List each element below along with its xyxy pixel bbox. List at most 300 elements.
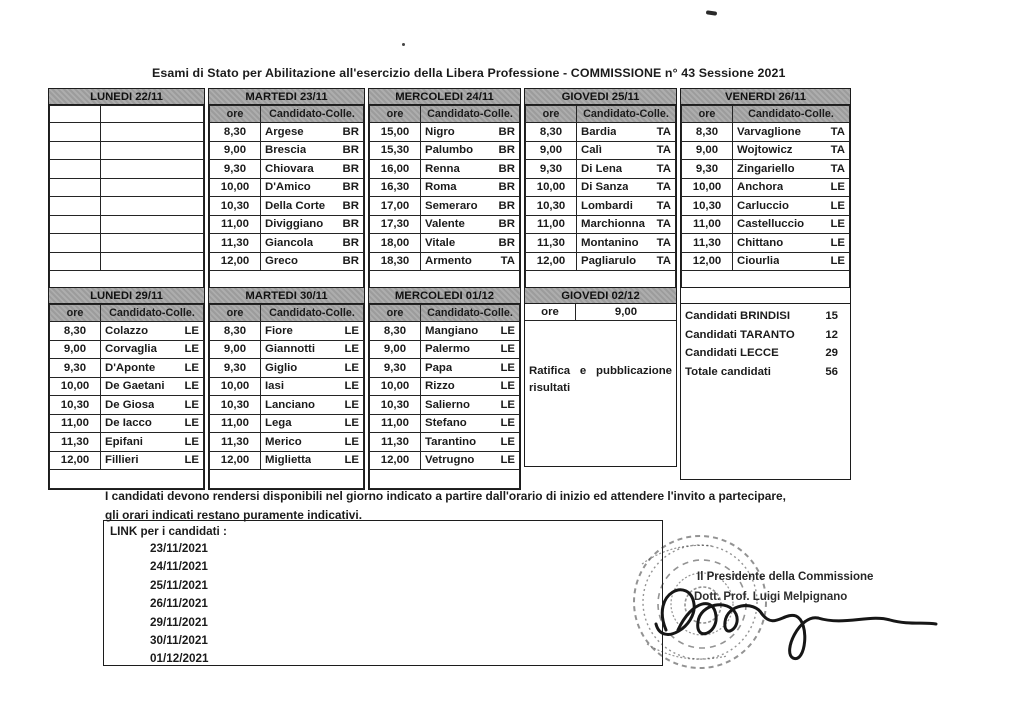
time-cell: 10,30 (210, 396, 261, 415)
schedule-row (210, 414, 364, 433)
schedule-row (526, 234, 676, 253)
schedule-row (370, 377, 520, 396)
candidate-college: BR (342, 181, 359, 194)
candidate-college: LE (830, 255, 845, 268)
summary-row (685, 344, 846, 363)
day-header: LUNEDI 22/11 (49, 89, 204, 105)
time-cell (50, 215, 101, 234)
candidate-college: LE (184, 454, 199, 467)
schedule-row (210, 322, 364, 341)
candidate-name: Anchora (737, 181, 784, 194)
candidate-cell (101, 322, 204, 341)
time-cell: 9,00 (210, 141, 261, 160)
schedule-row (370, 433, 520, 452)
time-cell: 9,00 (526, 141, 577, 160)
schedule-row (50, 451, 204, 470)
schedule-row (370, 141, 520, 160)
candidate-college: BR (498, 218, 515, 231)
candidate-college: BR (342, 125, 359, 138)
candidate-college: LE (500, 361, 515, 374)
schedule-row (50, 359, 204, 378)
time-cell: 15,00 (370, 123, 421, 142)
schedule-row (682, 252, 850, 271)
candidate-name: Renna (425, 162, 460, 175)
link-date: 23/11/2021 (150, 542, 208, 555)
time-cell: 11,00 (682, 215, 733, 234)
link-date: 26/11/2021 (150, 597, 208, 611)
candidate-name: Greco (265, 255, 298, 268)
time-cell: 11,30 (682, 234, 733, 253)
candidate-name: Giannotti (265, 343, 315, 356)
empty-row (50, 234, 204, 253)
candidate-name: Giancola (265, 236, 314, 249)
link-date: 01/12/2021 (150, 652, 209, 666)
time-cell: 11,00 (50, 414, 101, 433)
candidate-cell (421, 197, 520, 216)
candidate-name: Argese (265, 125, 304, 138)
schedule-row (210, 197, 364, 216)
time-cell: 9,30 (50, 359, 101, 378)
schedule-row (526, 141, 676, 160)
candidate-cell (421, 234, 520, 253)
time-cell: 10,00 (370, 377, 421, 396)
candidate-college: BR (498, 181, 515, 194)
candidate-cell (421, 178, 520, 197)
candidate-college: BR (342, 218, 359, 231)
time-cell: 18,00 (370, 234, 421, 253)
candidate-college: BR (342, 199, 359, 212)
week2-schedule-row (48, 287, 851, 490)
candidato-column-header-empty (101, 106, 204, 123)
candidate-name: Carluccio (737, 199, 789, 212)
candidate-name: Diviggiano (265, 218, 324, 231)
ore-column-header: ore (370, 106, 421, 123)
ore-column-header: ore (210, 106, 261, 123)
time-cell (50, 197, 101, 216)
candidate-cell (421, 141, 520, 160)
summary-empty-header (680, 287, 851, 303)
candidate-college: LE (344, 361, 359, 374)
schedule-table-mercoledi-24-11 (368, 88, 521, 291)
time-cell: 11,00 (370, 414, 421, 433)
time-cell: 10,00 (50, 377, 101, 396)
candidate-name: Della Corte (265, 199, 326, 212)
candidate-cell (261, 451, 364, 470)
candidate-name: Salierno (425, 398, 470, 411)
schedule-row (370, 197, 520, 216)
candidate-cell (101, 197, 204, 216)
candidate-name: Merico (265, 435, 302, 448)
link-date: 24/11/2021 (150, 560, 208, 574)
candidate-name: Papa (425, 361, 453, 374)
footer-note-line1: I candidati devono rendersi disponibili nel giorno indicato a partire dall'orario di inizio ed attendere l'invito a partecipare, (105, 489, 786, 503)
candidate-college: LE (184, 417, 199, 430)
schedule-row (210, 234, 364, 253)
candidate-cell (577, 123, 676, 142)
candidate-college: BR (342, 255, 359, 268)
time-cell: 9,00 (682, 141, 733, 160)
candidate-cell (261, 433, 364, 452)
candidate-name: Giglio (265, 361, 298, 374)
schedule-row (210, 359, 364, 378)
candidate-name: Castelluccio (737, 218, 805, 231)
schedule-row (682, 234, 850, 253)
handwritten-signature (632, 572, 952, 687)
candidate-cell (577, 178, 676, 197)
schedule-row (370, 252, 520, 271)
candidate-cell (101, 178, 204, 197)
candidate-cell (421, 160, 520, 179)
candidate-college: TA (656, 125, 671, 138)
time-cell: 12,00 (50, 451, 101, 470)
candidate-name: Wojtowicz (737, 144, 793, 157)
schedule-row (50, 340, 204, 359)
candidate-college: TA (656, 255, 671, 268)
empty-row (50, 197, 204, 216)
candidate-college: BR (498, 162, 515, 175)
time-cell: 9,30 (210, 160, 261, 179)
schedule-row (526, 123, 676, 142)
schedule-table-venerdi-26-11 (680, 88, 851, 291)
empty-row (50, 123, 204, 142)
time-cell: 12,00 (526, 252, 577, 271)
candidate-name: Bardia (581, 125, 617, 138)
time-cell: 16,00 (370, 160, 421, 179)
candidate-name: Epifani (105, 435, 143, 448)
signature-name-line: Dott. Prof. Luigi Melpignano (694, 591, 848, 603)
candidate-college: BR (342, 162, 359, 175)
candidate-name: Marchionna (581, 218, 645, 231)
candidate-name: Chittano (737, 236, 784, 249)
schedule-table-lunedi-29-11 (48, 287, 205, 490)
schedule-row (370, 322, 520, 341)
time-cell: 10,30 (682, 197, 733, 216)
candidate-name: Varvaglione (737, 125, 801, 138)
schedule-row (526, 215, 676, 234)
time-cell: 11,30 (50, 433, 101, 452)
time-cell: 8,30 (682, 123, 733, 142)
schedule-row (210, 178, 364, 197)
schedule-row (50, 396, 204, 415)
candidate-name: Di Sanza (581, 181, 629, 194)
schedule-row (210, 215, 364, 234)
schedule-row (210, 340, 364, 359)
ratifica-note: Ratifica e pubblicazione risultati (529, 365, 672, 394)
empty-row (50, 178, 204, 197)
day-header: LUNEDI 29/11 (49, 288, 204, 304)
schedule-row (210, 396, 364, 415)
candidate-name: Chiovara (265, 162, 314, 175)
candidate-college: LE (830, 199, 845, 212)
candidate-name: Brescia (265, 144, 307, 157)
candidate-college: TA (500, 255, 515, 268)
candidate-cell (421, 414, 520, 433)
candidate-college: BR (342, 236, 359, 249)
summary-value: 29 (825, 347, 838, 360)
candidate-name: D'Aponte (105, 361, 156, 374)
schedule-row (682, 141, 850, 160)
time-cell: 10,00 (682, 178, 733, 197)
day-header: VENERDI 26/11 (681, 89, 850, 105)
empty-row (50, 252, 204, 271)
candidate-cell (101, 451, 204, 470)
candidate-name: Colazzo (105, 324, 149, 337)
candidate-cell (261, 197, 364, 216)
time-cell: 9,00 (370, 340, 421, 359)
candidate-cell (101, 123, 204, 142)
time-cell (50, 123, 101, 142)
candidate-college: LE (344, 417, 359, 430)
candidate-name: Calì (581, 144, 602, 157)
candidate-college: LE (830, 181, 845, 194)
time-cell: 8,30 (370, 322, 421, 341)
time-cell (50, 178, 101, 197)
candidate-name: Montanino (581, 236, 639, 249)
time-cell: 10,30 (50, 396, 101, 415)
candidate-name: Lega (265, 417, 292, 430)
candidate-cell (421, 377, 520, 396)
schedule-row (50, 414, 204, 433)
candidate-cell (261, 234, 364, 253)
candidate-cell (261, 396, 364, 415)
candidate-college: LE (830, 218, 845, 231)
candidate-college: TA (656, 236, 671, 249)
time-cell: 12,00 (210, 252, 261, 271)
time-cell: 18,30 (370, 252, 421, 271)
time-cell: 12,00 (210, 451, 261, 470)
candidate-name: Ciourlia (737, 255, 780, 268)
ratifica-table-giovedi-02-12 (524, 287, 677, 467)
candidate-name: Roma (425, 181, 457, 194)
candidate-cell (421, 252, 520, 271)
candidate-cell (577, 160, 676, 179)
candidate-college: LE (184, 380, 199, 393)
candidate-college: LE (344, 380, 359, 393)
candidate-cell (261, 123, 364, 142)
candidate-name: Nigro (425, 125, 455, 138)
candidate-name: Vitale (425, 236, 456, 249)
time-cell: 9,30 (370, 359, 421, 378)
summary-label: Candidati BRINDISI (685, 310, 791, 322)
day-header: MERCOLEDI 01/12 (369, 288, 520, 304)
candidato-column-header: Candidato-Colle. (577, 106, 676, 123)
candidate-name: Mangiano (425, 324, 479, 337)
candidate-cell (101, 141, 204, 160)
candidate-name: Rizzo (425, 380, 455, 393)
time-cell: 10,00 (526, 178, 577, 197)
summary-value: 12 (825, 328, 838, 341)
candidate-name: Lanciano (265, 398, 316, 411)
candidate-cell (261, 252, 364, 271)
candidate-cell (261, 414, 364, 433)
candidate-name: Valente (425, 218, 465, 231)
candidate-college: TA (656, 199, 671, 212)
day-header: GIOVEDI 02/12 (525, 288, 676, 304)
summary-value: 56 (825, 365, 838, 378)
time-cell: 17,30 (370, 215, 421, 234)
candidate-college: TA (656, 144, 671, 157)
candidate-cell (421, 322, 520, 341)
schedule-row (50, 433, 204, 452)
schedule-row (210, 252, 364, 271)
schedule-row (210, 377, 364, 396)
candidate-college: BR (498, 236, 515, 249)
ore-column-header-empty (50, 106, 101, 123)
candidato-column-header: Candidato-Colle. (261, 106, 364, 123)
candidate-college: TA (830, 144, 845, 157)
candidato-column-header: Candidato-Colle. (421, 305, 520, 322)
candidate-name: Fillieri (105, 454, 139, 467)
candidate-college: LE (500, 380, 515, 393)
empty-row (50, 141, 204, 160)
candidate-college: LE (184, 343, 199, 356)
candidate-cell (733, 123, 850, 142)
schedule-table-mercoledi-01-12 (368, 287, 521, 490)
schedule-row (682, 178, 850, 197)
candidate-cell (733, 215, 850, 234)
candidate-name: Pagliarulo (581, 255, 637, 268)
schedule-row (210, 451, 364, 470)
trailing-empty-row (50, 470, 204, 489)
candidate-college: TA (830, 125, 845, 138)
day-header: MERCOLEDI 24/11 (369, 89, 520, 105)
candidate-college: LE (344, 398, 359, 411)
signature-role-line: Il Presidente della Commissione (697, 571, 874, 583)
candidate-cell (261, 141, 364, 160)
candidate-cell (421, 451, 520, 470)
candidate-college: LE (344, 435, 359, 448)
schedule-row (370, 178, 520, 197)
candidate-cell (101, 396, 204, 415)
candidate-cell (101, 160, 204, 179)
candidate-cell (421, 359, 520, 378)
time-cell: 11,30 (210, 234, 261, 253)
time-cell: 8,30 (526, 123, 577, 142)
candidate-college: LE (500, 343, 515, 356)
candidate-college: TA (656, 181, 671, 194)
ore-column-header: ore (682, 106, 733, 123)
candidate-cell (577, 197, 676, 216)
empty-row (50, 215, 204, 234)
candidate-name: Vetrugno (425, 454, 475, 467)
schedule-row (210, 141, 364, 160)
scan-artifact-dash (706, 10, 717, 15)
candidato-column-header: Candidato-Colle. (733, 106, 850, 123)
candidate-name: Lombardi (581, 199, 633, 212)
candidate-cell (421, 123, 520, 142)
candidate-name: De Gaetani (105, 380, 165, 393)
time-cell: 10,00 (210, 377, 261, 396)
time-cell: 11,30 (370, 433, 421, 452)
candidate-cell (577, 141, 676, 160)
schedule-row (50, 322, 204, 341)
day-header: GIOVEDI 25/11 (525, 89, 676, 105)
time-cell: 9,30 (526, 160, 577, 179)
candidate-name: Corvaglia (105, 343, 157, 356)
time-cell: 10,00 (210, 178, 261, 197)
candidate-college: TA (656, 218, 671, 231)
candidate-college: LE (830, 236, 845, 249)
page-title: Esami di Stato per Abilitazione all'esercizio della Libera Professione - COMMISSIONE n° 43 Sessione 2021 (152, 66, 786, 80)
candidate-college: BR (498, 125, 515, 138)
schedule-row (526, 160, 676, 179)
time-cell: 9,30 (682, 160, 733, 179)
candidate-cell (733, 234, 850, 253)
summary-row (685, 307, 846, 326)
time-cell (50, 160, 101, 179)
summary-label: Candidati TARANTO (685, 328, 795, 341)
empty-cell (210, 470, 364, 489)
candidate-cell (733, 141, 850, 160)
empty-cell (50, 470, 204, 489)
schedule-table-lunedi-22-11 (48, 88, 205, 291)
candidate-cell (577, 234, 676, 253)
time-cell: 17,00 (370, 197, 421, 216)
time-cell: 10,30 (526, 197, 577, 216)
schedule-row (210, 160, 364, 179)
summary-label: Candidati LECCE (685, 347, 779, 360)
time-cell: 11,00 (526, 215, 577, 234)
candidate-cell (101, 252, 204, 271)
link-date: 25/11/2021 (150, 578, 208, 592)
link-box (103, 520, 663, 666)
schedule-table-martedi-30-11 (208, 287, 365, 490)
candidate-college: TA (656, 162, 671, 175)
candidate-name: Stefano (425, 417, 467, 430)
candidate-college: BR (498, 199, 515, 212)
candidate-cell (101, 433, 204, 452)
candidate-college: LE (344, 454, 359, 467)
schedule-row (210, 433, 364, 452)
candidate-cell (421, 433, 520, 452)
candidate-college: LE (500, 324, 515, 337)
candidate-name: De Iacco (105, 417, 152, 430)
time-cell: 12,00 (370, 451, 421, 470)
empty-cell (370, 470, 520, 489)
candidate-cell (261, 178, 364, 197)
candidate-cell (421, 396, 520, 415)
ore-label: ore (525, 304, 576, 320)
candidate-college: TA (830, 162, 845, 175)
candidate-name: Tarantino (425, 435, 477, 448)
candidate-college: BR (342, 144, 359, 157)
candidato-column-header: Candidato-Colle. (421, 106, 520, 123)
candidate-name: D'Amico (265, 181, 311, 194)
candidate-college: LE (500, 454, 515, 467)
ore-column-header: ore (210, 305, 261, 322)
candidate-college: LE (184, 361, 199, 374)
candidate-cell (261, 160, 364, 179)
candidate-name: Palermo (425, 343, 470, 356)
schedule-row (210, 123, 364, 142)
trailing-empty-row (210, 470, 364, 489)
candidate-college: LE (500, 398, 515, 411)
candidate-cell (733, 160, 850, 179)
schedule-row (682, 197, 850, 216)
schedule-row (526, 252, 676, 271)
ratifica-time: 9,00 (614, 306, 638, 318)
time-cell (50, 252, 101, 271)
schedule-row (370, 414, 520, 433)
candidate-cell (101, 359, 204, 378)
time-cell: 8,30 (50, 322, 101, 341)
candidate-college: LE (184, 435, 199, 448)
schedule-table-martedi-23-11 (208, 88, 365, 291)
schedule-row (526, 178, 676, 197)
candidate-cell (261, 215, 364, 234)
candidate-name: De Giosa (105, 398, 155, 411)
link-date: 30/11/2021 (150, 634, 208, 648)
